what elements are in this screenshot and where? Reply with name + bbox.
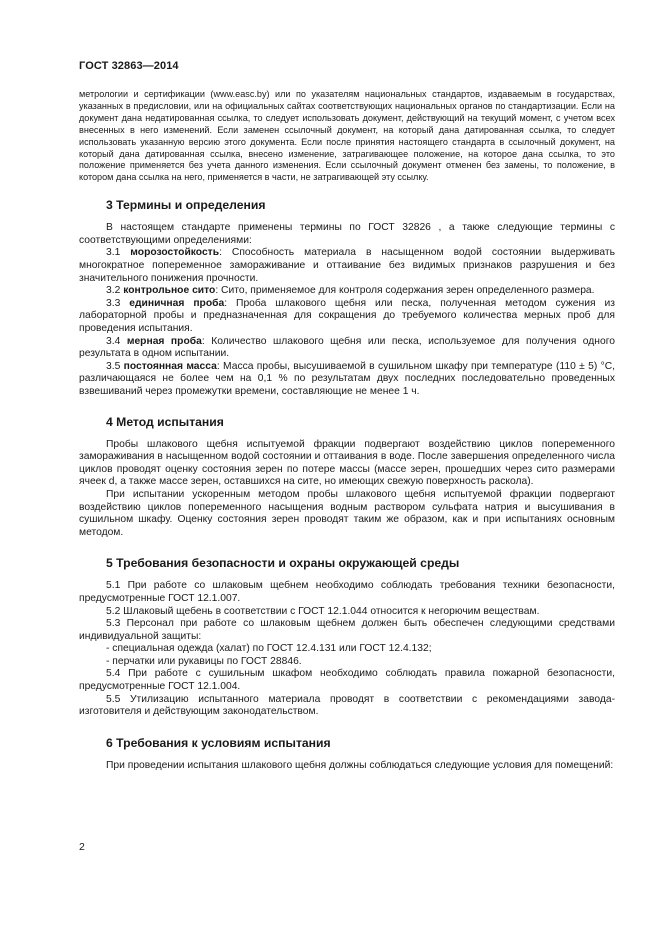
page-body [79,89,615,772]
term-name: морозостойкость [130,247,220,259]
section-5-paragraph-2: 5.2 Шлаковый щебень в соответствии с ГОСТ 12.1.044 относится к негорючим веществам. [106,605,540,617]
term-definition: : Масса пробы, высушиваемой в сушильном шкафу при температуре (110 ± 5) °С, различающаяся не более чем на 0,1 % по результатам двух последних последовательно проведенных взвешиваний через промежутки времени, составляющие не менее 1 ч. [79,360,615,397]
section-6-paragraph-1: При проведении испытания шлакового щебня должны соблюдаться следующие условия для помещений: [106,759,614,771]
section-5-paragraph-5: 5.5 Утилизацию испытанного материала проводят в соответствии с рекомендациями завода-изготовителя и действующим законодательством. [79,693,615,718]
section-5-paragraph-1: 5.1 При работе со шлаковым щебнем необходимо соблюдать требования техники безопасности, предусмотренные ГОСТ 12.1.007. [79,580,615,604]
term-3-3 [79,298,615,336]
section-6 [79,736,615,773]
term-definition: : Проба шлакового щебня или песка, полученная методом сужения из лабораторной пробы и предназначенная для сокращения до требуемого количества мерных проб для проведения испытания. [79,297,615,334]
section-4-paragraph-1: Пробы шлакового щебня испытуемой фракции подвергают воздействию циклов попеременного замораживания в насыщенном водой состоянии и оттаивания в воде. После завершения определенного числа циклов проводят оценку состояния зерен по потере массы (массе зерен, прошедших через сито размерами ячеек d, а также массе зерен, оставшихся на сите, но имеющих свежую поверхность раскола). [79,438,615,488]
term-3-2 [79,285,615,298]
term-3-4 [79,336,615,361]
term-definition: : Сито, применяемое для контроля содержания зерен определенного размера. [215,285,595,297]
section-5-paragraph-4: 5.4 При работе с сушильным шкафом необходимо соблюдать правила пожарной безопасности, предусмотренные ГОСТ 12.1.004. [79,668,615,693]
term-number: 3.4 [106,335,121,347]
intro-paragraph [79,89,615,184]
term-number: 3.1 [106,247,121,259]
section-4 [79,415,615,540]
term-name: контрольное сито [123,285,216,297]
term-definition: : Способность материала в насыщенном водой состоянии выдерживать многократное попеременное замораживание и оттаивание без видимых признаков разрушения и без значительного понижения прочности. [79,247,615,284]
term-name: единичная проба [129,297,225,309]
section-4-title: 4 Метод испытания [106,414,224,429]
standard-header: ГОСТ 32863—2014 [79,60,179,72]
term-number: 3.3 [106,297,121,309]
section-5-title: 5 Требования безопасности и охраны окружающей среды [106,556,460,571]
term-3-1 [79,247,615,285]
section-3-title: 3 Термины и определения [106,198,266,213]
intro-text: метрологии и сертификации (www.easc.by) или по указателям национальных стандартов, издаваемым в государствах, указанных в предисловии, или на официальных сайтах соответствующих национальных органов по стандартизации. Если на документ дана недатированная ссылка, то следует использовать документ, действующий на текущий момент, с учетом всех внесенных в него изменений. Если заменен ссылочный документ, на который дана датированная ссылка, то следует использовать указанную версию этого документа. Если после принятия настоящего стандарта в ссылочный документ, на который дана датированная ссылка, внесено изменение, затрагивающее положение, на которое дана ссылка, то это положение применяется без учета данного изменения. Если ссылочный документ отменен без замены, то положение, в котором дана ссылка на него, применяется в части, не затрагивающей эту ссылку. [79,89,615,183]
list-item: - перчатки или рукавицы по ГОСТ 28846. [106,655,302,667]
section-3-lead: В настоящем стандарте применены термины по ГОСТ 32826 , а также следующие термины с соответствующими определениями: [79,222,615,246]
section-5 [79,556,615,719]
section-3 [79,198,615,398]
term-number: 3.2 [106,285,121,297]
term-3-5 [79,361,615,399]
list-item: - специальная одежда (халат) по ГОСТ 12.4.131 или ГОСТ 12.4.132; [106,643,432,655]
page-number: 2 [79,841,85,853]
section-4-paragraph-2: При испытании ускоренным методом пробы шлакового щебня испытуемой фракции подвергают воздействию циклов попеременного насыщения водным раствором сульфата натрия и высушивания в сушильном шкафу. Оценку состояния зерен проводят таким же образом, как и при испытаниях основным методом. [79,488,615,538]
term-name: мерная проба [126,335,202,347]
term-number: 3.5 [106,360,121,372]
section-6-title: 6 Требования к условиям испытания [106,735,331,750]
section-5-paragraph-3: 5.3 Персонал при работе со шлаковым щебнем должен быть обеспечен следующими средствами индивидуальной защиты: [79,618,615,642]
term-definition: : Количество шлакового щебня или песка, используемое для получения одного результата в одном испытании. [79,335,615,360]
term-name: постоянная масса [123,360,217,372]
